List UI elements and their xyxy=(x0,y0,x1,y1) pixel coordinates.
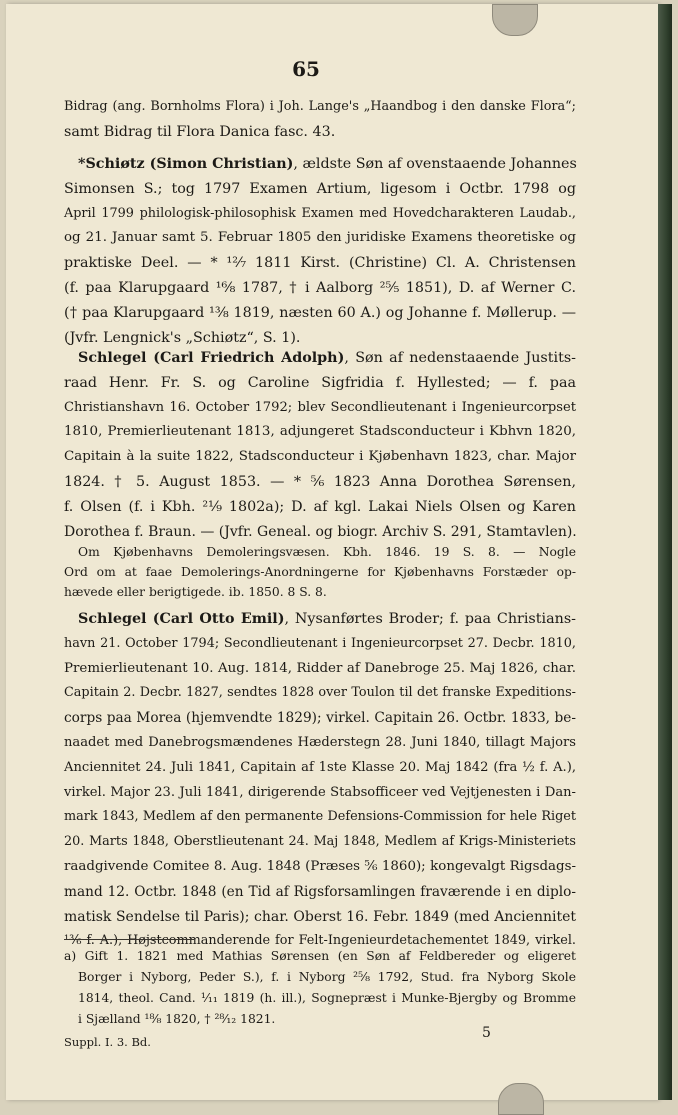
text-line: og 21. Januar samt 5. Februar 1805 den juridiske Examens theoretiske og xyxy=(64,230,576,246)
text-line: Capitain à la suite 1822, Stadsconducteur i Kjøbenhavn 1823, char. Major xyxy=(64,449,576,465)
page-number: 65 xyxy=(292,57,320,81)
footnote xyxy=(64,946,576,1030)
text-line: ¹³⁄₆ f. A.), Højstcommanderende for Felt-Ingenieurdetachementet 1849, virkel. xyxy=(64,933,576,949)
text-line: Bidrag (ang. Bornholms Flora) i Joh. Lange's „Haandbog i den danske Flora“; xyxy=(64,99,576,114)
signature-number: 5 xyxy=(482,1025,491,1041)
note-line: Ord om at faae Demolerings-Anordningerne for Kjøbenhavns Forstæder op- xyxy=(64,565,576,579)
text-line: havn 21. October 1794; Secondlieutenant i Ingenieurcorpset 27. Decbr. 1810, xyxy=(64,635,576,651)
text-line: mand 12. Octbr. 1848 (en Tid af Rigsforsamlingen fraværende i en diplo- xyxy=(64,883,576,900)
text-line: 20. Marts 1848, Oberstlieutenant 24. Maj 1848, Medlem af Krigs-Ministeriets xyxy=(64,834,576,850)
text-line: naadet med Danebrogsmændenes Hæderstegn 28. Juni 1840, tillagt Majors xyxy=(64,734,576,750)
text-line: raadgivende Comitee 8. Aug. 1848 (Præses ⁵⁄₆ 1860); kongevalgt Rigsdags- xyxy=(64,858,576,874)
text-line: 1824. † 5. August 1853. — * ⁵⁄₆ 1823 Anna Dorothea Sørensen, xyxy=(64,473,576,490)
text-line: Premierlieutenant 10. Aug. 1814, Ridder af Danebroge 25. Maj 1826, char. xyxy=(64,660,576,676)
note-line: hævede eller berigtigede. ib. 1850. 8 S. 8. xyxy=(64,585,327,599)
footnote-line: a) Gift 1. 1821 med Mathias Sørensen (en Søn af Feldbereder og eligeret xyxy=(64,949,576,963)
intro-continuation xyxy=(64,95,576,145)
text-line: corps paa Morea (hjemvendte 1829); virkel. Capitain 26. Octbr. 1833, be- xyxy=(64,710,576,727)
text-line: matisk Sendelse til Paris); char. Oberst 16. Febr. 1849 (med Anciennitet xyxy=(64,908,576,925)
text-line: April 1799 philologisk-philosophisk Examen med Hovedcharakteren Laudab., xyxy=(64,205,576,221)
text-line: († paa Klarupgaard ¹³⁄₈ 1819, næsten 60 A.) og Johanne f. Møllerup. — xyxy=(64,304,576,321)
entry-heading-line: Schlegel (Carl Friedrich Adolph), Søn af nedenstaaende Justits- xyxy=(78,350,576,366)
text-line: Anciennitet 24. Juli 1841, Capitain af 1ste Klasse 20. Maj 1842 (fra ½ f. A.), xyxy=(64,759,576,775)
book-page xyxy=(6,4,658,1100)
text-line: 1810, Premierlieutenant 1813, adjungeret Stadsconducteur i Kbhvn 1820, xyxy=(64,424,576,440)
footnote-line: i Sjælland ¹⁸⁄₈ 1820, † ²⁸⁄₁₂ 1821. xyxy=(78,1012,276,1026)
text-line: mark 1843, Medlem af den permanente Defensions-Commission for hele Riget xyxy=(64,809,576,825)
book-cover-edge xyxy=(658,4,672,1100)
text-line: raad Henr. Fr. S. og Caroline Sigfridia f. Hyllested; — f. paa xyxy=(64,374,576,391)
footnote-line: 1814, theol. Cand. ¹⁄₁₁ 1819 (h. ill.), Sognepræst i Munke-Bjergby og Bromme xyxy=(78,991,576,1005)
text-line: virkel. Major 23. Juli 1841, dirigerende Stabsofficeer ved Vejtjenesten i Dan- xyxy=(64,784,576,800)
text-line: (Jvfr. Lengnick's „Schiøtz“, S. 1). xyxy=(64,329,301,346)
entry-schlegel-carl-otto xyxy=(64,607,576,954)
entry-heading-line: *Schiøtz (Simon Christian), ældste Søn af ovenstaaende Johannes xyxy=(78,156,577,172)
page-tab-bottom xyxy=(498,1083,544,1115)
entry-schiotz xyxy=(64,152,576,350)
footnote-line: Borger i Nyborg, Peder S.), f. i Nyborg ²⁵⁄₈ 1792, Stud. fra Nyborg Skole xyxy=(78,970,576,984)
entry-heading-line: Schlegel (Carl Otto Emil), Nysanførtes Broder; f. paa Christians- xyxy=(78,611,576,627)
text-line: f. Olsen (f. i Kbh. ²¹⁄₉ 1802a); D. af kgl. Lakai Niels Olsen og Karen xyxy=(64,498,576,515)
text-line: (f. paa Klarupgaard ¹⁶⁄₈ 1787, † i Aalborg ²⁵⁄₅ 1851), D. af Werner C. xyxy=(64,279,576,296)
text-line: Dorothea f. Braun. — (Jvfr. Geneal. og biogr. Archiv S. 291, Stamtavlen). xyxy=(64,523,577,540)
footnote-rule xyxy=(64,939,194,940)
text-line: Capitain 2. Decbr. 1827, sendtes 1828 over Toulon til det franske Expeditions- xyxy=(64,685,576,701)
entry-schlegel-carl-friedrich xyxy=(64,346,576,544)
text-line: Simonsen S.; tog 1797 Examen Artium, ligesom i Octbr. 1798 og xyxy=(64,180,576,197)
entry-notes xyxy=(64,542,576,602)
note-line: Om Kjøbenhavns Demoleringsvæsen. Kbh. 1846. 19 S. 8. — Nogle xyxy=(78,545,576,559)
text-line: samt Bidrag til Flora Danica fasc. 43. xyxy=(64,123,336,140)
signature-mark: Suppl. I. 3. Bd. xyxy=(64,1035,151,1049)
text-line: praktiske Deel. — * ¹²⁄₇ 1811 Kirst. (Christine) Cl. A. Christensen xyxy=(64,255,576,272)
text-line: Christianshavn 16. October 1792; blev Secondlieutenant i Ingenieurcorpset xyxy=(64,399,576,415)
